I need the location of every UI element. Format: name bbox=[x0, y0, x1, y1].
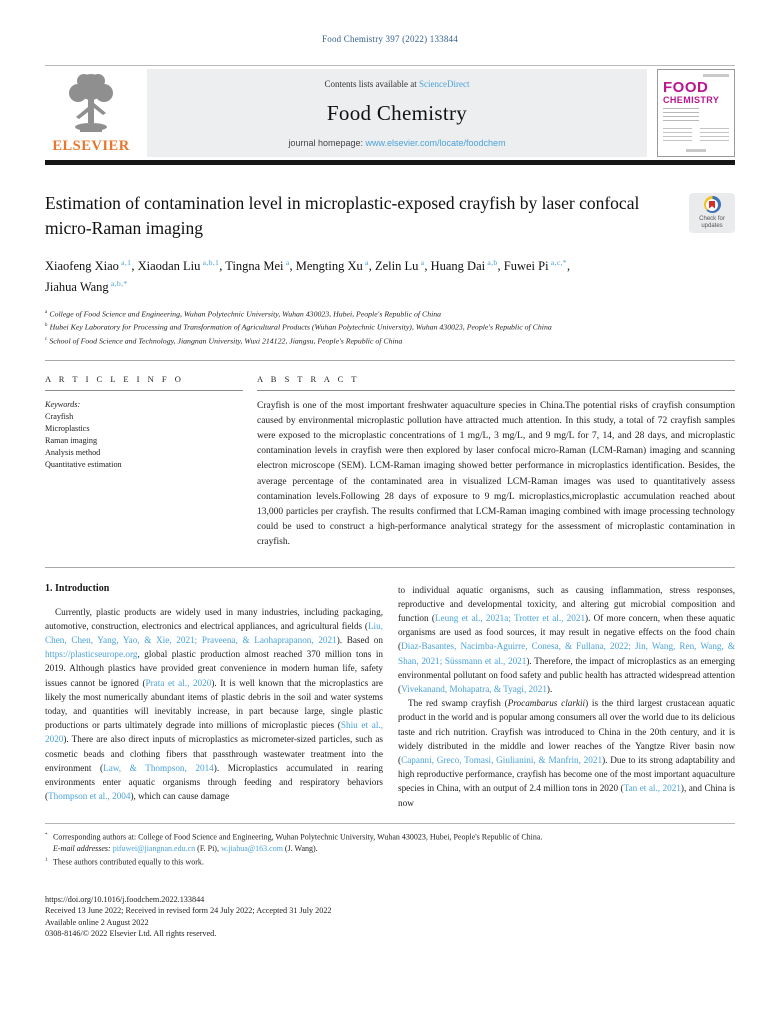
cover-decor-top bbox=[703, 74, 729, 77]
keyword-item: Raman imaging bbox=[45, 435, 98, 445]
text-segment: Xiaodan Liu bbox=[137, 259, 201, 274]
keyword-item: Crayfish bbox=[45, 411, 74, 421]
citation-link[interactable]: Thompson et al., 2004 bbox=[48, 791, 131, 802]
text-segment: c bbox=[45, 336, 48, 342]
text-segment: Zelin Lu bbox=[374, 259, 419, 274]
text-segment: , bbox=[424, 259, 431, 274]
text-segment: a bbox=[362, 258, 369, 267]
contents-line bbox=[325, 79, 470, 89]
article-info-column bbox=[45, 374, 243, 551]
affiliation-b bbox=[45, 320, 735, 333]
citation-link[interactable]: Diaz-Basantes, Nacimba-Aguirre, Conesa, & Fullana, 2022; Jin, Wang, Ren, Wang, & Shan, 2021; Süssmann et al., 2021 bbox=[398, 641, 735, 666]
intro-paragraph-right-2 bbox=[398, 696, 735, 810]
homepage-link[interactable]: www.elsevier.com/locate/foodchem bbox=[365, 138, 506, 148]
citation-link[interactable]: Tan et al., 2021 bbox=[623, 783, 681, 794]
text-segment: ), and China is now bbox=[398, 783, 735, 808]
abstract-text: Crayfish is one of the most important freshwater aquaculture species in China.The potential risks of crayfish consumption caused by environmental microplastic pollution have attracted much attention. In this study, a total of 72 crayfish samples were exposed to the microplastic concentrations of 1 mg/L, 3 mg/L, and 9 mg/L for 7, 14, and 28 days, and microplastic contamination levels in crayfish were then explored by laser confocal micro-Raman (LCM-Raman) imaging and scanning electron microscope (SEM). LCM-Raman imaging showed better performance in microplastics identification. Besides, the average percentage of the contaminated area in visualized LCM-Raman images was used to quantitatively assess contamination levels.Following 28 days of exposure to 9 mg/L microplastics,microplastic accumulation reached about 13,000 particles per crayfish. The results confirmed that LCM-Raman imaging combined with image processing technology could be used to construct a high-performance analytical strategy for the assessment of microplastic contamination in crayfish. bbox=[257, 400, 735, 548]
citation-link[interactable]: Capanni, Greco, Tomasi, Giulianini, & Manfrin, 2021 bbox=[401, 755, 603, 766]
text-segment: , bbox=[131, 259, 138, 274]
text-segment: ). It is well known that the microplastics are likely the most numerically abundant items of plastic debris in the soil and water systems today, and quantities will inevitably increase, in part because large, single plastic productions or parts ultimately degrade into millions of microplastic pieces ( bbox=[45, 677, 383, 731]
citation-link[interactable]: w.jiahua@163.com bbox=[220, 844, 283, 854]
intro-paragraph-left bbox=[45, 605, 383, 804]
issn-copyright: 0308-8146/© 2022 Elsevier Ltd. All rights reserved. bbox=[45, 929, 217, 939]
elsevier-tree-icon bbox=[60, 71, 122, 137]
text-segment: Tingna Mei bbox=[225, 259, 284, 274]
journal-cover-thumbnail[interactable] bbox=[657, 69, 735, 157]
affiliations bbox=[45, 307, 735, 346]
footnote-emails bbox=[45, 843, 735, 855]
text-segment: to individual aquatic organisms, such as causing inflammation, stress responses, reproductive and developmental toxicity, and altering gut microbial composition and function ( bbox=[398, 584, 735, 624]
footnote-marker-star: * bbox=[45, 832, 48, 838]
journal-masthead bbox=[147, 69, 647, 157]
affiliation-a bbox=[45, 307, 735, 320]
abstract-heading: A B S T R A C T bbox=[257, 374, 735, 391]
citation-link[interactable]: Vivekanand, Mohapatra, & Tyagi, 2021 bbox=[401, 684, 547, 695]
contents-prefix: Contents lists available at bbox=[324, 79, 419, 89]
available-online: Available online 2 August 2022 bbox=[45, 917, 149, 927]
text-segment: These authors contributed equally to this work. bbox=[53, 857, 204, 867]
body-column-left bbox=[45, 583, 383, 810]
text-segment: a,1 bbox=[118, 258, 132, 267]
text-segment: a bbox=[45, 310, 48, 316]
cover-title-chemistry: CHEMISTRY bbox=[663, 95, 720, 105]
journal-title: Food Chemistry bbox=[326, 101, 468, 125]
citation-link[interactable]: Prata et al., 2020 bbox=[145, 677, 212, 688]
text-segment: b bbox=[45, 323, 48, 329]
homepage-line bbox=[288, 138, 505, 148]
text-segment: , bbox=[566, 259, 571, 274]
crossmark-icon bbox=[704, 196, 721, 213]
text-segment: (J. Wang). bbox=[282, 844, 318, 854]
cover-decor-mid bbox=[663, 108, 699, 124]
doi-link[interactable]: https://doi.org/10.1016/j.foodchem.2022.133844 bbox=[45, 894, 205, 904]
cover-decor-columns bbox=[663, 128, 729, 143]
article-title: Estimation of contamination level in microplastic-exposed crayfish by laser confocal micro-Raman imaging bbox=[45, 193, 640, 238]
text-segment: ), which can cause damage bbox=[130, 791, 230, 802]
text-segment: Corresponding authors at: College of Food Science and Engineering, Wuhan Polytechnic University, Wuhan 430023, Hubei, People's Republic of China. bbox=[53, 832, 543, 842]
footnote-marker-1: 1 bbox=[45, 857, 48, 863]
article-info-heading: A R T I C L E I N F O bbox=[45, 374, 243, 391]
text-segment: a bbox=[418, 258, 425, 267]
text-segment: Currently, plastic products are widely used in many industries, including packaging, automotive, construction, electronics and electrical appliances, and agricultural fields ( bbox=[45, 606, 383, 631]
publication-info bbox=[45, 894, 735, 940]
cover-title-food: FOOD bbox=[663, 79, 709, 96]
footnotes bbox=[45, 823, 735, 868]
body-text bbox=[45, 583, 735, 810]
text-segment: , bbox=[289, 259, 296, 274]
text-segment: a,b,1 bbox=[200, 258, 220, 267]
text-segment: School of Food Science and Technology, Jiangnan University, Wuxi 214122, Jiangsu, People's Republic of China bbox=[47, 336, 403, 346]
text-segment: Mengting Xu bbox=[295, 259, 363, 274]
citation-link[interactable]: https://plasticseurope.org bbox=[45, 649, 138, 660]
text-segment: ) is the third largest crustacean aquatic product in the world and is popular among consumers all over the world due to its delicious taste and rich nutrition. Crayfish was introduced to China in the 20th century, and it is widely distributed in the middle and lower reaches of the Yangtze River basin now ( bbox=[398, 698, 735, 766]
citation-link[interactable]: Liu, Chen, Chen, Yang, Yao, & Xie, 2021; Praveena, & Laohaprapanon, 2021 bbox=[45, 620, 383, 646]
bookmark-icon bbox=[709, 201, 715, 209]
keywords-list bbox=[45, 411, 243, 471]
text-segment: , global plastic production almost reached 370 million tons in 2019. Although plastics have provided great convenience in modern human life, safety issues cannot be ignored ( bbox=[45, 649, 383, 688]
text-segment: Xiaofeng Xiao bbox=[45, 259, 119, 274]
text-segment: ). Microplastics accumulated in rearing environments enter aquatic organisms through feeding and respiratory behaviors ( bbox=[45, 762, 384, 802]
received-dates: Received 13 June 2022; Received in revised form 24 July 2022; Accepted 31 July 2022 bbox=[45, 906, 332, 916]
abstract-column bbox=[257, 374, 735, 551]
text-segment: ). Therefore, the impact of microplastics as an emerging environmental pollutant on food safety and public health has attracted widespread attention ( bbox=[398, 655, 735, 695]
keyword-item: Microplastics bbox=[45, 423, 90, 433]
citation-link[interactable]: Leung et al., 2021a; Trotter et al., 2021 bbox=[434, 613, 586, 624]
citation-link[interactable]: Shiu et al., 2020 bbox=[45, 720, 383, 745]
footnote-corresponding bbox=[45, 830, 735, 843]
header-divider-bar bbox=[45, 160, 735, 165]
text-segment: Hubei Key Laboratory for Processing and Transformation of Agricultural Products (Wuhan Polytechnic University), Wuhan 430023, People's Republic of China bbox=[47, 323, 552, 332]
body-column-right bbox=[398, 583, 735, 810]
cover-decor-bottom bbox=[686, 149, 706, 152]
text-segment: a,b,* bbox=[108, 279, 128, 289]
keywords-label: Keywords: bbox=[45, 399, 81, 409]
text-segment: Procambarus clarkii bbox=[507, 698, 586, 709]
text-segment: ). There are also direct inputs of microplastics as micrometer-sized particles, such as cosmetic beads and clothing fibers that passthrough wastewater treatment into the environment ( bbox=[45, 734, 383, 773]
elsevier-wordmark: ELSEVIER bbox=[52, 138, 130, 154]
citation-link[interactable]: pifuwei@jiangnan.edu.cn bbox=[112, 844, 196, 854]
text-segment: (F. Pi), bbox=[195, 844, 221, 854]
text-segment: The red swamp crayfish ( bbox=[408, 698, 508, 709]
sciencedirect-link[interactable]: ScienceDirect bbox=[419, 79, 470, 89]
text-segment: a,b bbox=[485, 258, 498, 267]
keyword-item: Quantitative estimation bbox=[45, 459, 122, 469]
citation-link[interactable]: Law, & Thompson, 2014 bbox=[103, 762, 214, 773]
elsevier-logo[interactable] bbox=[45, 69, 137, 157]
footnote-equal-contribution bbox=[45, 855, 735, 868]
text-segment: , bbox=[368, 259, 375, 274]
text-segment: a bbox=[283, 258, 290, 267]
check-for-updates-badge[interactable] bbox=[689, 193, 735, 233]
text-segment: ). Of more concern, when these aquatic organisms are used as food sources, it may result in negative effects on the food chain ( bbox=[398, 613, 735, 652]
homepage-prefix: journal homepage: bbox=[288, 138, 366, 148]
info-abstract-section bbox=[45, 360, 735, 568]
author-list bbox=[45, 254, 605, 296]
journal-citation: Food Chemistry 397 (2022) 133844 bbox=[322, 34, 458, 44]
text-segment: E-mail addresses: bbox=[53, 844, 113, 854]
text-segment: ). bbox=[546, 684, 553, 695]
text-segment: Fuwei Pi bbox=[503, 259, 549, 274]
affiliation-c bbox=[45, 334, 735, 347]
text-segment: Jiahua Wang bbox=[45, 280, 109, 295]
text-segment: , bbox=[497, 259, 504, 274]
check-for-updates-label: Check for updates bbox=[699, 216, 725, 229]
intro-paragraph-right-1 bbox=[398, 583, 735, 697]
text-segment: a,c,* bbox=[548, 258, 567, 267]
text-segment: College of Food Science and Engineering, Wuhan Polytechnic University, Wuhan 430023, Hubei, People's Republic of China bbox=[47, 309, 442, 319]
text-segment: Huang Dai bbox=[430, 259, 486, 274]
keyword-item: Analysis method bbox=[45, 447, 101, 457]
text-segment: ). Based on bbox=[336, 635, 383, 646]
text-segment: ). Due to its strong adaptability and high reproductive performance, crayfish has become one of the most important aquaculture species in China, with an output of 2.4 million tons in 2020 ( bbox=[398, 755, 735, 794]
section-1-heading: 1. Introduction bbox=[45, 582, 110, 594]
text-segment: , bbox=[219, 259, 226, 274]
journal-header bbox=[45, 65, 735, 165]
